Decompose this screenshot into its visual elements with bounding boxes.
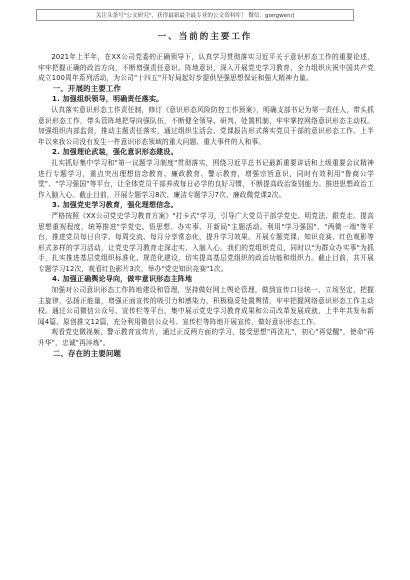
subsection4-text: 加强对公司意识形态工作阵地建设和管理，坚持做好网上舆论管理，做到宣传口径统一、立场坚定，把握主旋律，弘扬正能量，增强正面宣传的吸引力和感染力，积极稳妥处置舆情，牢牢把握网络意识形态工作主动权。通过公司微信公众号、宣传栏等平台，集中展示党史学习教育成果和公司改革发展成就，上半年共发布新闻4篇、原创推文12篇，充分利用微信公众号、宣传栏等阵地开展宣传，做好意识形态工作。	[38, 286, 374, 326]
intro-paragraph: 2021年上半年，在XX公司党委的正确领导下，认真学习贯彻落实习近平关于意识形态工作的重要论述，牢牢把握正确的政治方向，不断增强责任意识、阵地意识，深入开展党史学习教育，全力组织庆祝中国共产党成立100周年系列活动，为公司"十四五"开好局起好步提供坚强思想保证和强大精神力量。	[38, 53, 374, 83]
subsection1-heading: 1. 加强组织领导，明确责任落实。	[52, 95, 164, 104]
subsection3-heading: 3. 加强党史学习教育，强化理想信念。	[52, 201, 178, 210]
header-banner: 关注头条号"公文研究"，获得最新最全最专业的公文资料库！ 微信：gongwen/j	[36, 9, 354, 21]
subsection4-heading: 4. 加强正确舆论导向，做牢意识形态主阵地	[52, 275, 193, 284]
subsection1-text: 认真落实意识形态工作责任制，修订《意识形态风险防控工作预案》，明确支部书记为第一责任人，带头抓意识形态工作，带头管阵地把导向强队伍，不断健全领导、研判、处置机制，牢牢掌控网络意识形态主动权。加强组织内部监督，推动主题责任落实，通过组织生活会、党课报告形式落实党员干部的意识形态工作。上半年以来我公司没有发生一件意识形态领域的重大问题、重大事件的人和事。	[38, 105, 374, 146]
section1-heading: 一、开展的主要工作	[52, 83, 122, 93]
section2-heading: 二、存在的主要问题	[52, 348, 122, 358]
document-body	[38, 52, 374, 359]
subsection2-heading: 2. 加强理论武装，强化意识形态建设。	[52, 148, 178, 157]
subsection5-text: 观看党史微视频、警示教育宣传片，通过正反两方面的学习，接受思想"再洗礼"，初心"再觉醒"，使命"再升华"，忠诚"再淬炼"。	[38, 328, 374, 348]
document-title: 一、当前的主要工作	[157, 32, 253, 42]
subsection2-text: 扎实抓好集中学习和"第一议题学习制度"贯彻落实，围绕习近平总书记最新重要讲话和上级重要会议精神进行专题学习，重点突出理想信念教育、廉政教育、警示教育，增强宗旨意识，同时有效利用"鲁商公学堂"、"学习强国"等平台，让全体党员干部养成每日必学的良好习惯，不断提高政治鉴别能力。推进思想政治工作入脑入心。截止目前，开展专题学习8次、廉洁专题学习7次、廉政微党课2次。	[38, 158, 374, 199]
subsection3-text: 严格按照《XX公司党史学习教育方案》"打卡式"学习，引导广大党员干部学党史、明党法、跟党走。提高思想重视程度，统筹推进"学党史、悟思想、办实事、开新局"主题活动。利用"学习强国"、"两微一端"等平台，推进党员每日自学、每周交流、每月分享常态化，提升学习效果。开展专题党课、知识竞赛、红色观影等形式多样的学习活动，让党史学习教育走深走实、入脑入心。我们的党组织党员，同时以"为群众办实事"为抓手，扎实推进基层党组织标准化、规范化建设，切实提高基层党组织的政治功能和组织力。截止目前，共开展专题学习12次，观看红色影片3次，举办"党史知识竞赛"1次。	[38, 211, 374, 273]
